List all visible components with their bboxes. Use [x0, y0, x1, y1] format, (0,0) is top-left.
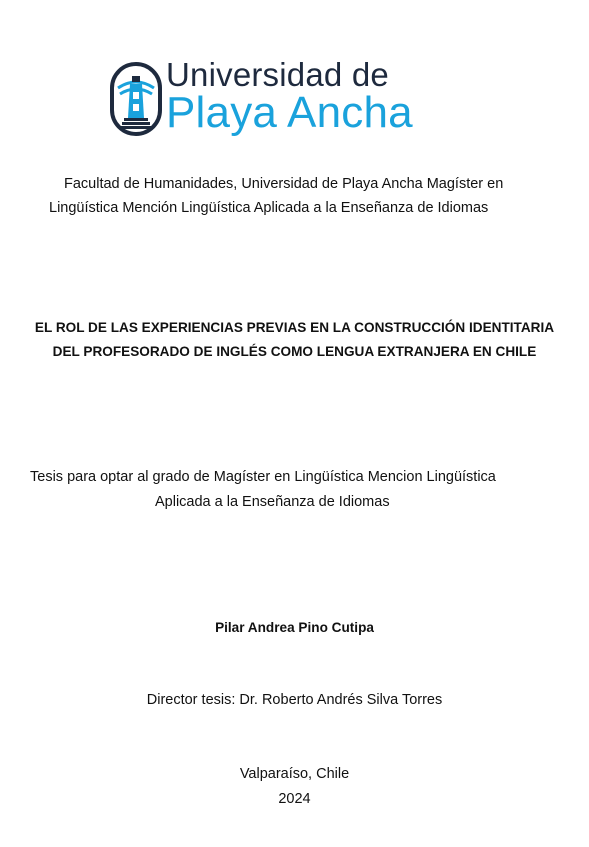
author-name: Pilar Andrea Pino Cutipa: [215, 620, 374, 635]
faculty-line-1: Facultad de Humanidades, Universidad de Playa Ancha Magíster en: [64, 176, 504, 192]
degree-purpose-line-2: Aplicada a la Enseñanza de Idiomas: [155, 494, 390, 510]
lighthouse-emblem-icon: [110, 62, 162, 136]
thesis-director: Director tesis: Dr. Roberto Andrés Silva Torres: [146, 692, 443, 708]
thesis-title-line-1: EL ROL DE LAS EXPERIENCIAS PREVIAS EN LA CONSTRUCCIÓN IDENTITARIA: [34, 320, 555, 335]
thesis-title-line-2: DEL PROFESORADO DE INGLÉS COMO LENGUA EXTRANJERA EN CHILE: [52, 344, 537, 359]
logo-wordmark-line1: Universidad de: [166, 56, 389, 93]
year: 2024: [278, 791, 311, 807]
logo-wordmark-line2: Playa Ancha: [166, 88, 413, 137]
place: Valparaíso, Chile: [239, 766, 350, 782]
degree-purpose-line-1: Tesis para optar al grado de Magíster en Lingüística Mencion Lingüística: [30, 469, 496, 485]
faculty-line-2: Lingüística Mención Lingüística Aplicada a la Enseñanza de Idiomas: [49, 200, 489, 216]
university-logo: [110, 56, 450, 140]
